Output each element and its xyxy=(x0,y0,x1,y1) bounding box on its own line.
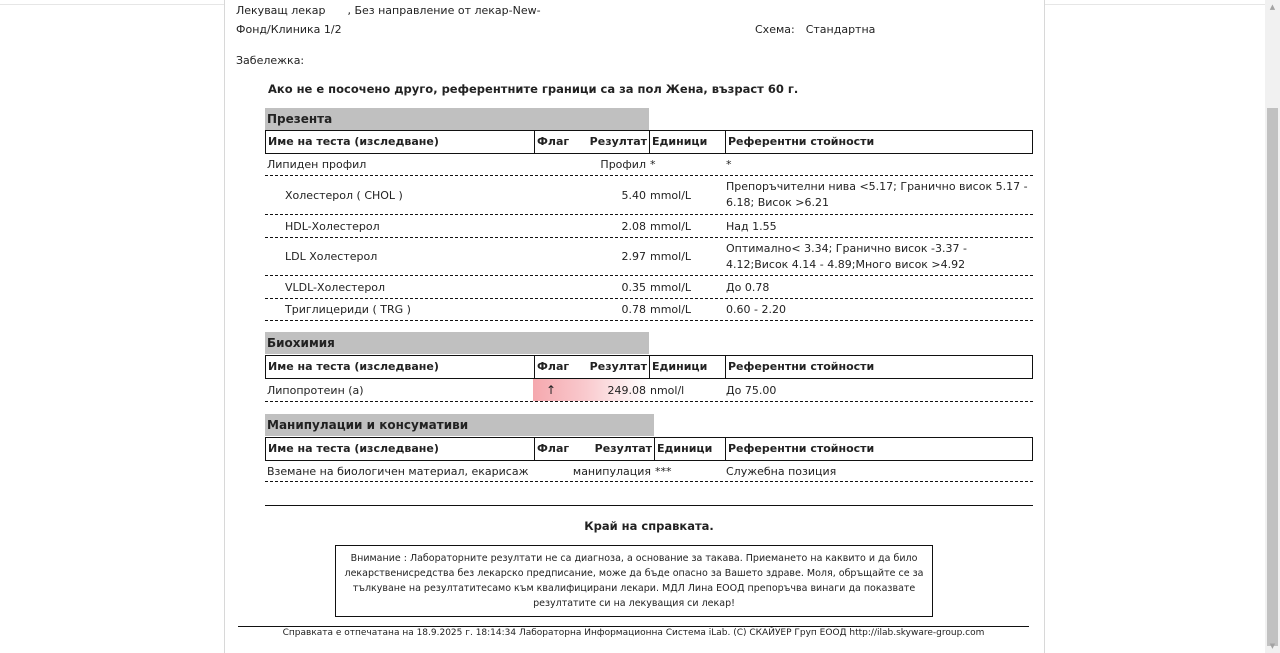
test-result: Профил xyxy=(600,158,646,171)
test-result: манипулация xyxy=(572,464,651,478)
note-label: Забележка: xyxy=(236,54,305,67)
test-flag xyxy=(533,238,571,275)
test-reference: Препоръчителни нива <5.17; Гранично висок 5.17 - 6.18; Висок >6.21 xyxy=(726,180,1028,209)
doctor-value: , Без направление от лекар-New- xyxy=(347,4,541,17)
col-units-header: Единици xyxy=(649,356,725,378)
section-title: Биохимия xyxy=(265,332,649,354)
test-units: mmol/L xyxy=(650,250,692,263)
scroll-thumb[interactable] xyxy=(1267,108,1278,646)
section-manipulations xyxy=(265,414,1033,484)
test-name: HDL-Холестерол xyxy=(285,219,380,233)
col-result-header: Резултат xyxy=(589,360,647,373)
col-name-header: Име на теста (изследване) xyxy=(268,360,439,373)
col-flag-header: Флаг xyxy=(534,438,572,460)
arrow-up-icon: ↑ xyxy=(545,383,557,397)
table-header xyxy=(265,437,1033,461)
table-row xyxy=(265,299,1033,321)
test-reference: Оптимално< 3.34; Гранично висок -3.37 - 4.12;Висок 4.14 - 4.89;Много висок >4.92 xyxy=(726,241,967,271)
table-row xyxy=(265,461,1033,482)
test-units: mmol/L xyxy=(650,188,692,202)
fund-label: Фонд/Клиника 1/2 xyxy=(236,23,342,36)
col-result-header: Резултат xyxy=(589,135,647,148)
col-flag-header: Флаг xyxy=(534,131,572,153)
scheme-label: Схема: xyxy=(755,23,795,36)
test-name: Холестерол ( CHOL ) xyxy=(285,188,403,202)
test-units: mmol/L xyxy=(650,280,692,294)
test-reference: * xyxy=(726,158,732,171)
table-row xyxy=(265,215,1033,238)
print-footer: Справката е отпечатана на 18.9.2025 г. 18:14:34 Лабораторна Информационна Система iLab. (C) СКАЙУЕР Груп ЕООД http://ilab.skyware-group.com xyxy=(282,628,985,638)
vertical-scrollbar[interactable] xyxy=(1265,0,1280,653)
footer-divider xyxy=(238,626,1029,627)
reference-note: Ако не е посочено друго, референтните граници са за пол Жена, възраст 60 г. xyxy=(268,82,799,96)
test-name: Липиден профил xyxy=(267,158,367,171)
test-result: 2.97 xyxy=(621,250,646,263)
table-header xyxy=(265,355,1033,379)
col-ref-header: Референтни стойности xyxy=(725,356,1032,378)
col-flag-header: Флаг xyxy=(534,356,572,378)
scroll-up-icon[interactable]: ▲ xyxy=(1269,3,1276,11)
test-reference: Служебна позиция xyxy=(726,464,837,478)
test-units: nmol/l xyxy=(650,383,685,397)
test-flag xyxy=(533,276,571,298)
col-units-header: Единици xyxy=(654,438,725,460)
col-result-header: Резултат xyxy=(594,442,652,455)
test-reference: До 75.00 xyxy=(726,383,777,397)
test-name: Триглицериди ( TRG ) xyxy=(285,303,411,316)
test-units: mmol/L xyxy=(650,303,692,316)
test-flag xyxy=(533,215,571,237)
end-of-report: Край на справката. xyxy=(584,519,714,533)
section-title: Презента xyxy=(265,108,649,130)
section-title: Манипулации и консумативи xyxy=(265,414,654,436)
col-units-header: Единици xyxy=(649,131,725,153)
table-row xyxy=(265,154,1033,176)
test-units: *** xyxy=(655,464,672,478)
test-result: 2.08 xyxy=(621,219,646,233)
test-name: VLDL-Холестерол xyxy=(285,280,386,294)
scroll-down-icon[interactable]: ▼ xyxy=(1269,642,1276,650)
end-divider xyxy=(265,505,1033,506)
section-biochem xyxy=(265,332,1033,404)
test-reference: До 0.78 xyxy=(726,280,770,294)
table-row xyxy=(265,379,1033,402)
scheme-line xyxy=(755,23,875,36)
disclaimer-box: Внимание : Лабораторните резултати не са диагноза, а основание за такава. Приемането на каквито и да било лекарственисредства без лекарско предписание, може да бъде опасно за Вашето здраве. Моля, обръщайте се за тълкуване на резултатитесамо към квалифицирани лекари. МДЛ Лина ЕООД препоръчва винаги да показвате резултатите си на лекуващия си лекар! xyxy=(335,545,933,617)
doctor-label: Лекуващ лекар xyxy=(236,4,326,17)
test-flag xyxy=(533,299,571,320)
test-result: 0.35 xyxy=(621,280,646,294)
test-units: * xyxy=(650,158,656,171)
col-ref-header: Референтни стойности xyxy=(725,131,1032,153)
table-header xyxy=(265,130,1033,154)
test-result: 5.40 xyxy=(621,188,646,202)
section-presenta xyxy=(265,108,1033,323)
test-units: mmol/L xyxy=(650,219,692,233)
test-name: LDL Холестерол xyxy=(285,250,378,263)
table-row xyxy=(265,238,1033,276)
test-name: Липопротеин (a) xyxy=(267,383,364,397)
scheme-value: Стандартна xyxy=(805,23,876,36)
test-flag xyxy=(533,176,571,214)
test-reference: 0.60 - 2.20 xyxy=(726,303,786,316)
test-reference: Над 1.55 xyxy=(726,219,777,233)
test-result: 0.78 xyxy=(621,303,646,316)
col-name-header: Име на теста (изследване) xyxy=(268,442,439,455)
col-ref-header: Референтни стойности xyxy=(725,438,1032,460)
doctor-line xyxy=(236,4,541,17)
test-flag xyxy=(533,154,571,175)
test-name: Вземане на биологичен материал, екарисаж xyxy=(267,464,529,478)
table-row xyxy=(265,276,1033,299)
test-result: 249.08 xyxy=(607,383,646,397)
col-name-header: Име на теста (изследване) xyxy=(268,135,439,148)
table-row xyxy=(265,176,1033,215)
